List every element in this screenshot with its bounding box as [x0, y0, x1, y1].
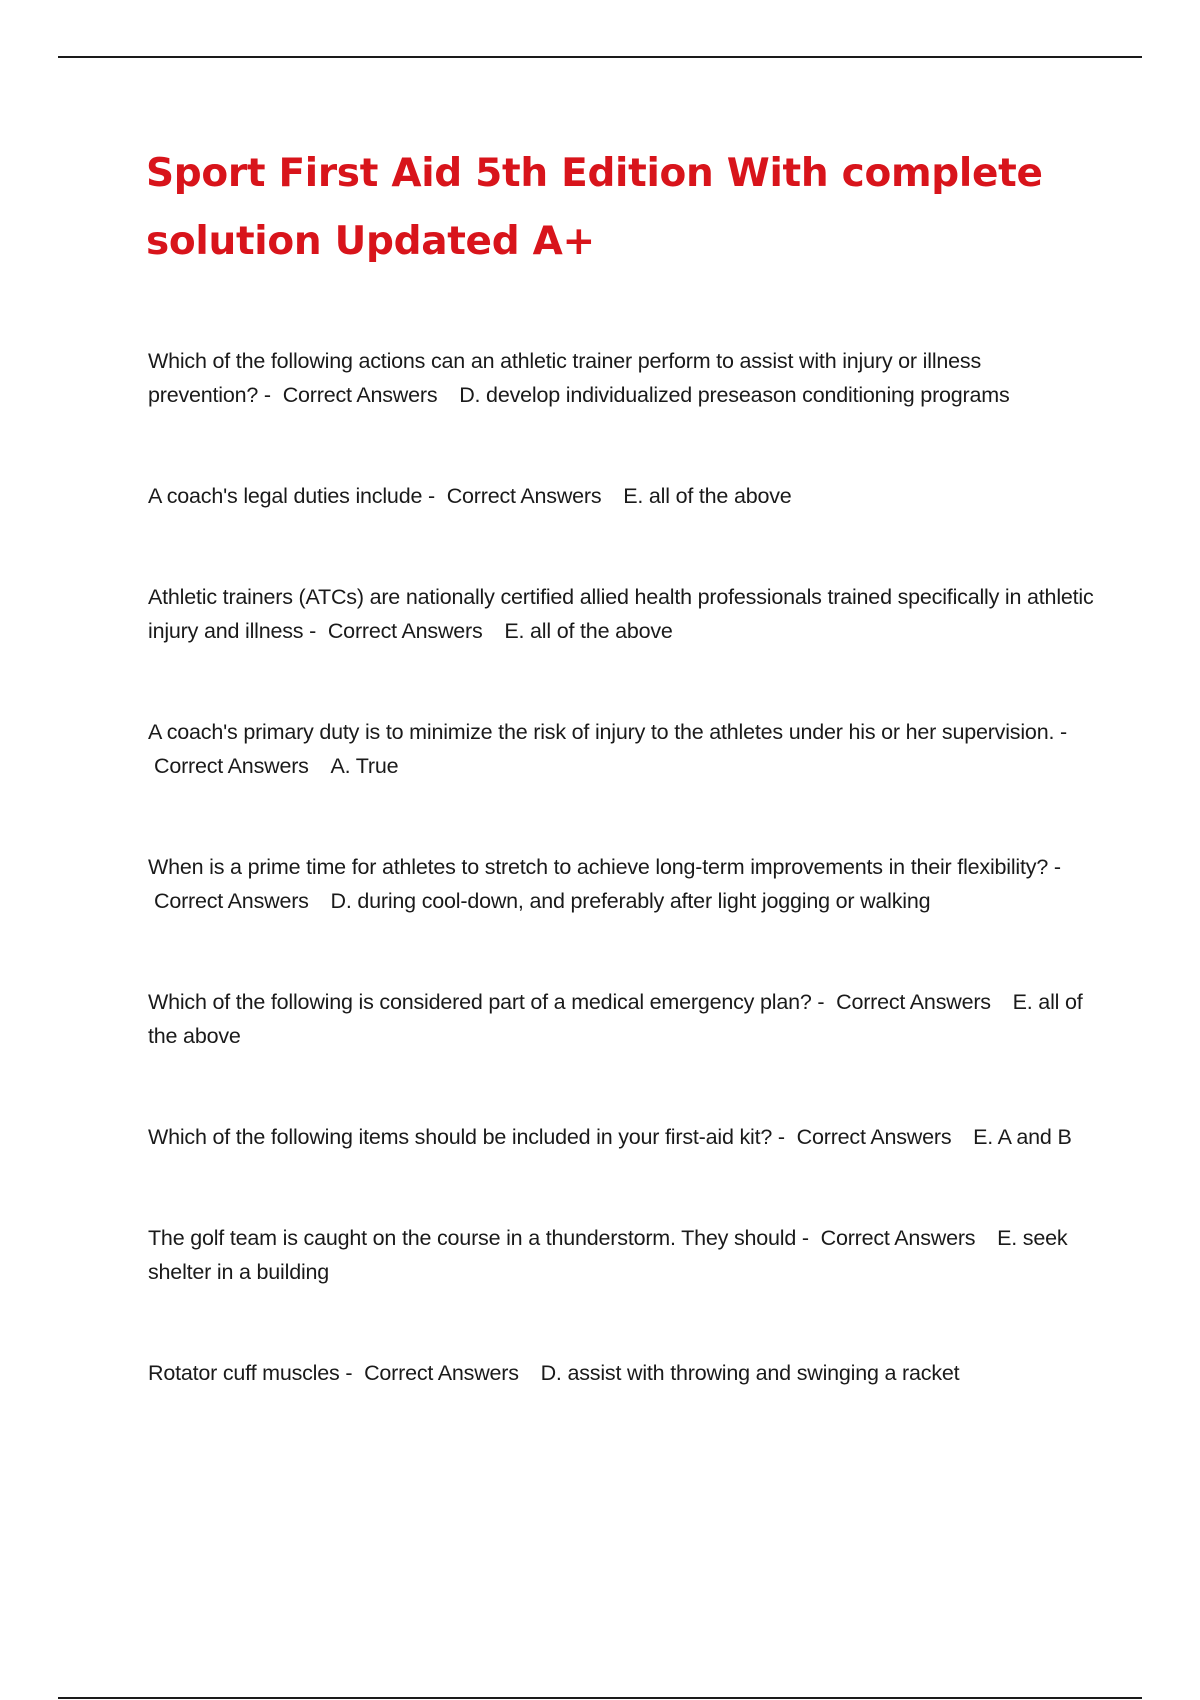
footer-rule	[58, 1697, 1142, 1699]
answer-text: D. develop individualized preseason conditioning programs	[459, 383, 1010, 407]
answer-text: E. all of the above	[504, 619, 673, 643]
qa-item	[148, 344, 1096, 412]
question-text: A coach's primary duty is to minimize the risk of injury to the athletes under his or her supervision. -	[148, 720, 1067, 744]
question-text: When is a prime time for athletes to stretch to achieve long-term improvements in their flexibility? -	[148, 855, 1061, 879]
answer-text: D. during cool-down, and preferably after light jogging or walking	[330, 889, 931, 913]
answer-label: Correct Answers	[154, 754, 309, 778]
qa-item	[148, 985, 1096, 1053]
answer-label: Correct Answers	[796, 1125, 952, 1149]
qa-item	[148, 1120, 1096, 1154]
answer-text: E. all of the above	[623, 484, 792, 508]
qa-item	[148, 1221, 1096, 1289]
header-rule	[58, 56, 1142, 58]
qa-item	[148, 580, 1096, 648]
question-text: The golf team is caught on the course in a thunderstorm. They should -	[148, 1226, 809, 1250]
document-title: Sport First Aid 5th Edition With complete solution Updated A+	[146, 151, 1043, 264]
answer-text: A. True	[330, 754, 399, 778]
document-body	[146, 140, 1096, 1457]
answer-label: Correct Answers	[154, 889, 309, 913]
answer-label: Correct Answers	[446, 484, 602, 508]
question-text: Which of the following items should be included in your first-aid kit? -	[148, 1125, 785, 1149]
qa-item	[148, 479, 1096, 513]
answer-text: E. seek shelter in a building	[148, 1226, 1068, 1284]
question-text: Which of the following is considered part of a medical emergency plan? -	[148, 990, 825, 1014]
question-text: A coach's legal duties include -	[148, 484, 435, 508]
answer-label: Correct Answers	[364, 1361, 519, 1385]
question-text: Athletic trainers (ATCs) are nationally certified allied health professionals trained specifically in athletic injury and illness -	[148, 585, 1094, 643]
answer-label: Correct Answers	[836, 990, 991, 1014]
answer-label: Correct Answers	[820, 1226, 976, 1250]
qa-item	[148, 850, 1096, 918]
qa-item	[148, 1356, 1096, 1390]
qa-item	[148, 715, 1096, 783]
answer-label: Correct Answers	[282, 383, 438, 407]
qa-list	[146, 344, 1096, 1390]
answer-text: D. assist with throwing and swinging a racket	[540, 1361, 960, 1385]
question-text: Rotator cuff muscles -	[148, 1361, 353, 1385]
answer-text: E. all of the above	[148, 990, 1083, 1048]
answer-text: E. A and B	[973, 1125, 1072, 1149]
answer-label: Correct Answers	[327, 619, 483, 643]
question-text: Which of the following actions can an athletic trainer perform to assist with injury or illness prevention? -	[148, 349, 982, 407]
